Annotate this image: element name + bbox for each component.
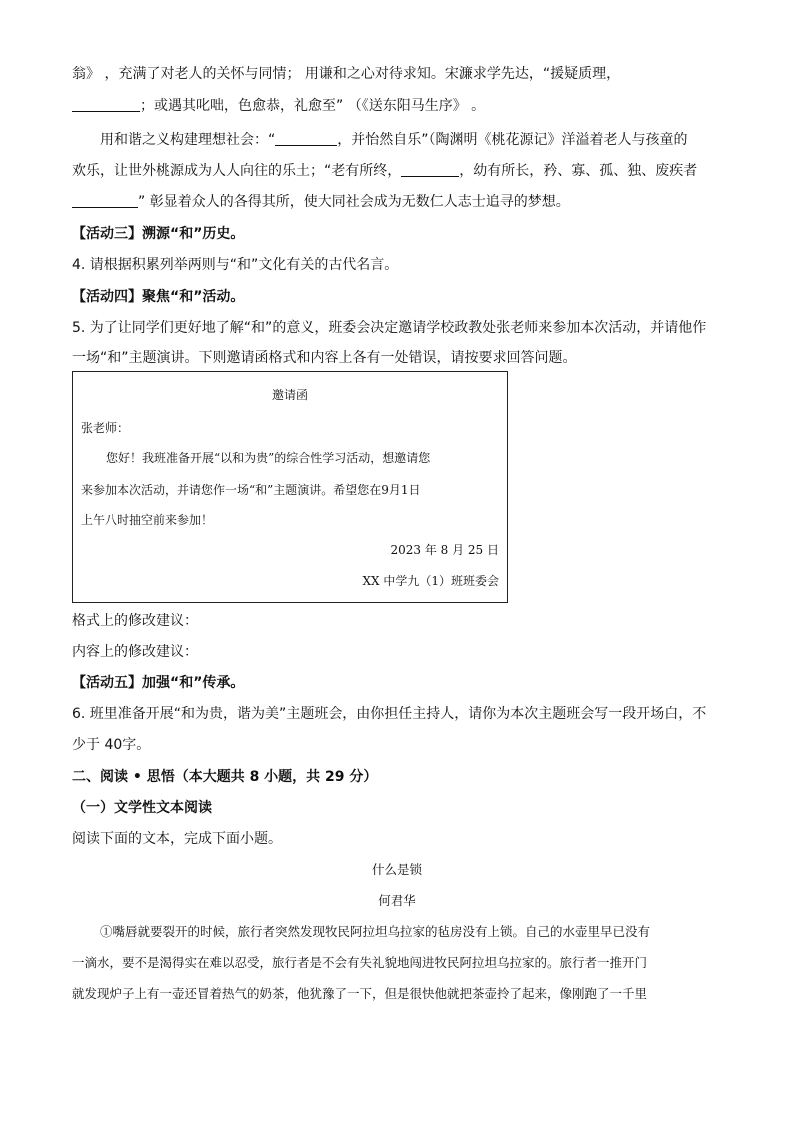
article-paragraph: ①嘴唇就要裂开的时候，旅行者突然发现牧民阿拉坦乌拉家的毡房没有上锁。自己的水壶里早已没有 [100,924,651,939]
activity-heading: 【活动三】溯源“和”历史。 [72,226,245,242]
invitation-body: 来参加本次活动，并请您作一场“和”主题演讲。希望您在9月1日 [81,483,421,497]
text-line: 欢乐，让世外桃源成为人人向往的乐土；“老有所终， ，幼有所长，矜、寡、孤、独、废疾者 [72,163,698,179]
activity-heading: 【活动四】聚焦“和”活动。 [72,289,245,305]
text-line: ；或遇其叱咄，色愈恭，礼愈至” （《送东阳马生序》 。 [72,96,722,116]
article-author: 何君华 [378,893,416,908]
question-4: 4. 请根据积累列举两则与“和”文化有关的古代名言。 [72,257,399,273]
invitation-title: 邀请函 [271,388,308,402]
answer-blank[interactable] [401,162,459,177]
answer-blank[interactable] [275,131,337,146]
activity-heading: 【活动五】加强“和”传承。 [72,675,245,691]
subsection-heading: （一）文学性文本阅读 [72,800,212,816]
question-5: 5. 为了让同学们更好地了解“和”的意义，班委会决定邀请学校政教处张老师来参加本次活动，并请他作 [72,320,707,336]
format-suggestion-label: 格式上的修改建议： [72,613,198,629]
invitation-signature: XX 中学九（1）班班委会 [362,574,499,588]
article-title: 什么是锁 [371,862,422,877]
article-paragraph: 就发现炉子上有一壶还冒着热气的奶茶，他犹豫了一下，但是很快他就把茶壶拎了起来，像刚跑了一千里 [72,986,648,1001]
invitation-date: 2023 年 8 月 25 日 [390,543,499,557]
text-line: 用和谐之义构建理想社会：“ ，并怡然自乐”（陶渊明《桃花源记》洋溢着老人与孩童的 [100,132,688,148]
invitation-salutation: 张老师： [81,421,130,435]
question-6: 6. 班里准备开展“和为贵，谐为美”主题班会，由你担任主持人，请你为本次主题班会写一段开场白，不 [72,706,707,722]
question-5: 一场“和”主题演讲。下则邀请函格式和内容上各有一处错误，请按要求回答问题。 [72,350,577,366]
article-paragraph: 一滴水，要不是渴得实在难以忍受，旅行者是不会有失礼貌地闯进牧民阿拉坦乌拉家的。旅行者一推开门 [72,955,648,970]
invitation-box [72,371,508,603]
answer-blank[interactable] [72,193,138,208]
text-line: ” 彰显着众人的各得其所，使大同社会成为无数仁人志士追寻的梦想。 [72,192,722,212]
invitation-body: 您好！我班准备开展“以和为贵”的综合性学习活动，想邀请您 [106,451,431,465]
reading-instruction: 阅读下面的文本，完成下面小题。 [72,831,282,847]
part-heading: 二、阅读 • 思悟（本大题共 8 小题，共 29 分） [72,769,378,785]
invitation-body: 上午八时抽空前来参加！ [81,513,214,527]
content-suggestion-label: 内容上的修改建议： [72,644,198,660]
text-line: 翁》 ，充满了对老人的关怀与同情； 用谦和之心对待求知。宋濂求学先达，“援疑质理， [72,66,621,82]
question-6: 少于 40字。 [72,737,151,753]
answer-blank[interactable] [72,97,140,112]
